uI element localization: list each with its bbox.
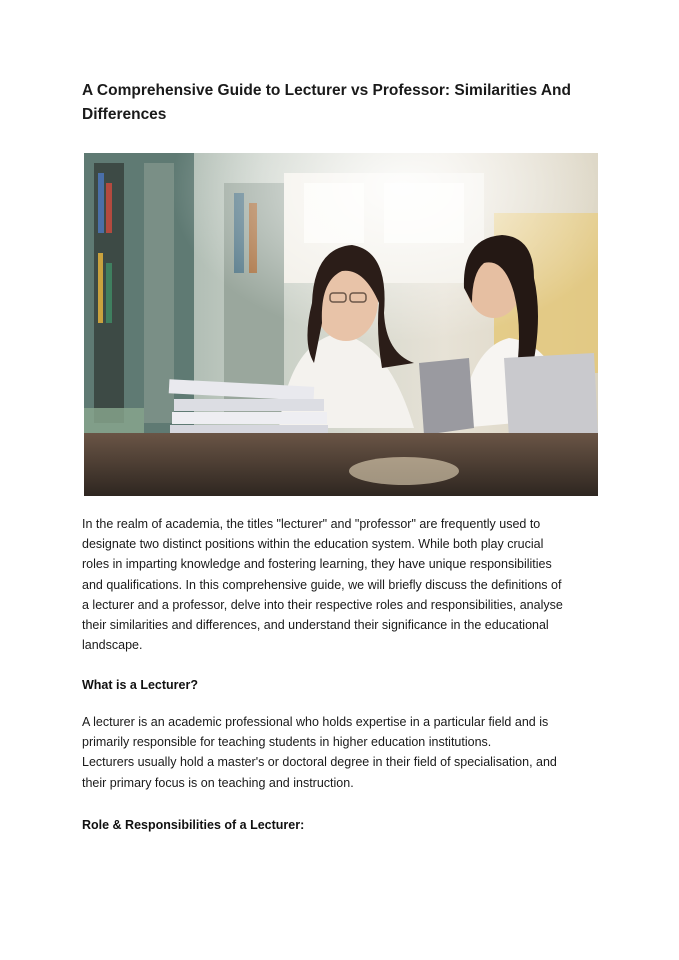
text-line: designate two distinct positions within the education system. While both play crucial	[82, 537, 544, 552]
intro-paragraph	[82, 514, 592, 655]
text-line: primarily responsible for teaching students in higher education institutions.	[82, 735, 492, 750]
text-line: their similarities and differences, and understand their significance in the educational	[82, 618, 549, 633]
text-line: roles in imparting knowledge and fostering learning, they have unique responsibilities	[82, 557, 552, 572]
definition-paragraph	[82, 712, 592, 793]
section-heading-roles: Role & Responsibilities of a Lecturer:	[82, 818, 305, 832]
title-line: A Comprehensive Guide to Lecturer vs Professor: Similarities And	[82, 82, 571, 99]
title-line: Differences	[82, 106, 167, 123]
article-title	[82, 79, 602, 127]
text-line: and qualifications. In this comprehensive guide, we will briefly discuss the definitions of	[82, 577, 562, 592]
section-heading-what-is-lecturer: What is a Lecturer?	[82, 678, 198, 692]
text-line: Lecturers usually hold a master's or doctoral degree in their field of specialisation, and	[82, 755, 557, 770]
text-line: A lecturer is an academic professional who holds expertise in a particular field and is	[82, 715, 549, 729]
photo-illustration	[84, 153, 598, 496]
text-line: a lecturer and a professor, delve into their respective roles and responsibilities, analyse	[82, 597, 563, 612]
text-line: landscape.	[82, 638, 143, 653]
text-line: their primary focus is on teaching and instruction.	[82, 775, 354, 790]
text-line: In the realm of academia, the titles "lecturer" and "professor" are frequently used to	[82, 517, 541, 531]
students-library-photo	[84, 153, 598, 496]
